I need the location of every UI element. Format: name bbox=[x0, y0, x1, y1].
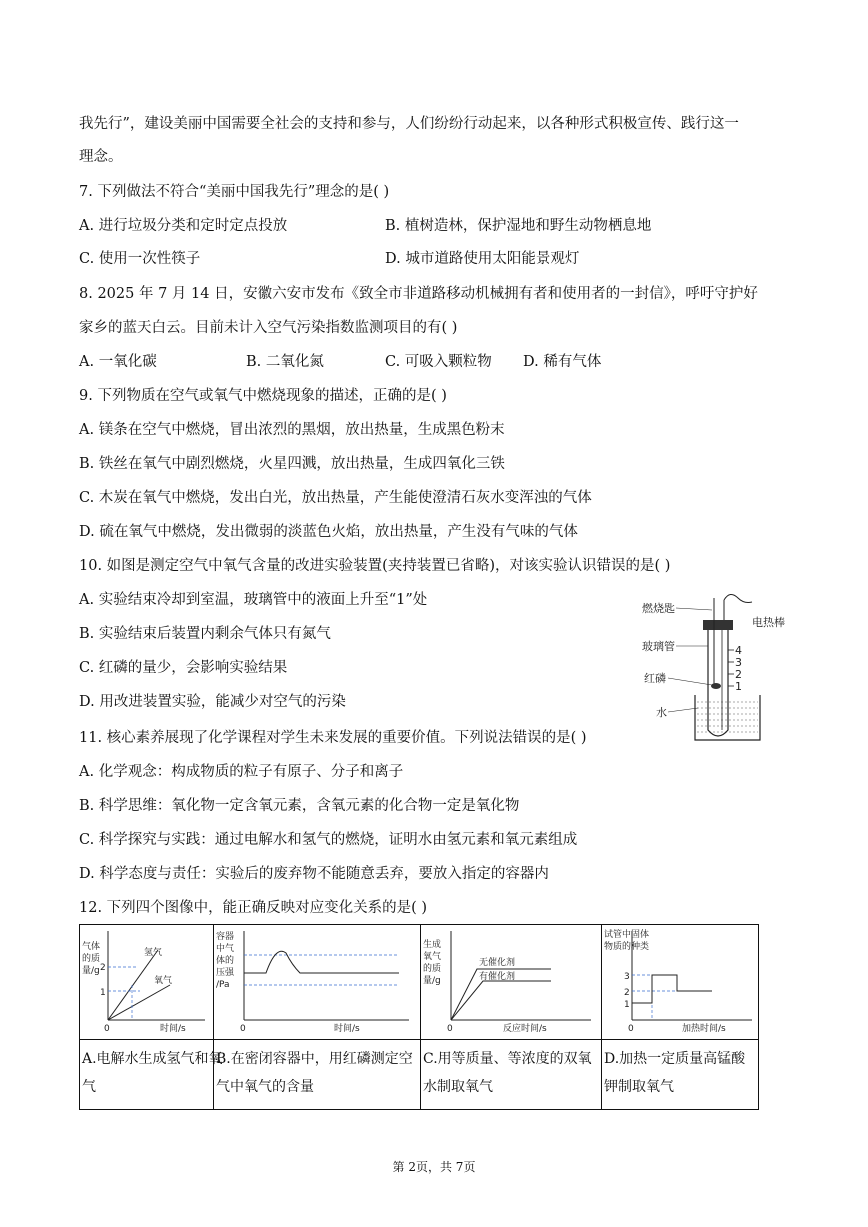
graph-a-ylabel-3: 量/g bbox=[82, 966, 100, 976]
graph-d-ytick-1: 1 bbox=[624, 1000, 630, 1010]
mark-4: 4 bbox=[735, 644, 742, 657]
graph-b-ylabel-2: 中气 bbox=[216, 944, 235, 954]
q9-option-b: B. 铁丝在氧气中剧烈燃烧，火星四溅，放出热量，生成四氧化三铁 bbox=[79, 456, 505, 472]
page-footer: 第 2页，共 7页 bbox=[392, 1160, 476, 1174]
graph-b bbox=[214, 925, 421, 1039]
q7-option-b: B. 植树造林，保护湿地和野生动物栖息地 bbox=[385, 218, 652, 234]
graph-c-origin: 0 bbox=[447, 1024, 453, 1034]
graph-c-ylabel-4: 量/g bbox=[423, 976, 441, 986]
q7-stem: 7. 下列做法不符合“美丽中国我先行”理念的是( ) bbox=[79, 184, 390, 200]
q10-option-a: A. 实验结束冷却到室温，玻璃管中的液面上升至“1”处 bbox=[79, 592, 428, 608]
q10-stem: 10. 如图是测定空气中氧气含量的改进实验装置(夹持装置已省略)，对该实验认识错误的是( ) bbox=[79, 558, 671, 574]
q11-option-a: A. 化学观念：构成物质的粒子有原子、分子和离子 bbox=[79, 764, 404, 780]
graph-c-series-catalyst: 有催化剂 bbox=[479, 972, 516, 982]
q8-option-d: D. 稀有气体 bbox=[523, 354, 602, 370]
q9-option-a: A. 镁条在空气中燃烧，冒出浓烈的黑烟，放出热量，生成黑色粉末 bbox=[79, 422, 505, 438]
graph-a-ytick-2: 2 bbox=[100, 963, 106, 973]
q9-option-d: D. 硫在氧气中燃烧，发出微弱的淡蓝色火焰，放出热量，产生没有气味的气体 bbox=[79, 524, 578, 540]
mark-2: 2 bbox=[735, 668, 742, 681]
graph-a-series-oxygen: 氧气 bbox=[154, 976, 173, 986]
graph-c-ylabel-1: 生成 bbox=[423, 940, 442, 950]
q11-stem: 11. 核心素养展现了化学课程对学生未来发展的重要价值。下列说法错误的是( ) bbox=[79, 730, 587, 746]
graph-c-ylabel-3: 的质 bbox=[423, 964, 442, 974]
q8-stem-2: 家乡的蓝天白云。目前未计入空气污染指数监测项目的有( ) bbox=[79, 320, 458, 336]
q10-option-b: B. 实验结束后装置内剩余气体只有氮气 bbox=[79, 626, 331, 642]
q7-option-a: A. 进行垃圾分类和定时定点投放 bbox=[79, 218, 288, 234]
graph-a-ytick-1: 1 bbox=[100, 988, 106, 998]
graph-a-origin: 0 bbox=[104, 1024, 110, 1034]
q10-option-d: D. 用改进装置实验，能减少对空气的污染 bbox=[79, 694, 346, 710]
label-tube: 玻璃管 bbox=[642, 640, 675, 653]
graph-cell-c bbox=[421, 925, 602, 1109]
graph-c-xlabel: 反应时间/s bbox=[503, 1024, 547, 1034]
graph-d-ylabel-2: 物质的种类 bbox=[604, 942, 650, 952]
q12-stem: 12. 下列四个图像中，能正确反映对应变化关系的是( ) bbox=[79, 900, 428, 916]
graph-b-ylabel-5: /Pa bbox=[216, 980, 230, 990]
graph-d-ytick-2: 2 bbox=[624, 988, 630, 998]
graph-d-caption: D.加热一定质量高锰酸钾制取氧气 bbox=[604, 1051, 746, 1095]
q11-option-c: C. 科学探究与实践：通过电解水和氢气的燃烧，证明水由氢元素和氧元素组成 bbox=[79, 832, 578, 848]
graph-a-caption: A.电解水生成氢气和氧气 bbox=[82, 1051, 223, 1095]
graph-c-ylabel-2: 氧气 bbox=[423, 952, 442, 962]
graph-a-ylabel-1: 气体 bbox=[82, 942, 101, 952]
graph-d bbox=[602, 925, 758, 1039]
q8-stem-1: 8. 2025 年 7 月 14 日，安徽六安市发布《致全市非道路移动机械拥有者和使用者的一封信》，呼吁守护好 bbox=[79, 286, 758, 302]
graph-a-xlabel: 时间/s bbox=[160, 1024, 186, 1034]
q9-stem: 9. 下列物质在空气或氧气中燃烧现象的描述，正确的是( ) bbox=[79, 388, 447, 404]
graph-c bbox=[421, 925, 602, 1039]
q7-option-d: D. 城市道路使用太阳能景观灯 bbox=[385, 251, 580, 267]
graph-cell-d bbox=[602, 925, 758, 1109]
graph-a bbox=[80, 925, 214, 1039]
graph-b-ylabel-3: 体的 bbox=[216, 956, 235, 966]
graph-cell-b bbox=[214, 925, 421, 1109]
q8-option-b: B. 二氧化氮 bbox=[246, 354, 324, 370]
mark-3: 3 bbox=[735, 656, 742, 669]
label-phosphorus: 红磷 bbox=[644, 672, 666, 685]
q8-option-a: A. 一氧化碳 bbox=[79, 354, 157, 370]
mark-1: 1 bbox=[735, 680, 742, 693]
graph-table bbox=[79, 924, 759, 1110]
graph-d-ytick-3: 3 bbox=[624, 972, 630, 982]
oxygen-measurement-apparatus bbox=[640, 590, 800, 750]
intro-line-1: 我先行”，建设美丽中国需要全社会的支持和参与，人们纷纷行动起来，以各种形式积极宣传、践行这一 bbox=[79, 116, 739, 132]
intro-line-2: 理念。 bbox=[79, 149, 123, 165]
graph-a-series-hydrogen: 氢气 bbox=[144, 948, 163, 958]
graph-b-xlabel: 时间/s bbox=[334, 1024, 360, 1034]
graph-c-series-no-catalyst: 无催化剂 bbox=[479, 958, 516, 968]
q11-option-b: B. 科学思维：氧化物一定含氧元素，含氧元素的化合物一定是氧化物 bbox=[79, 798, 520, 814]
q7-option-c: C. 使用一次性筷子 bbox=[79, 251, 201, 267]
q10-option-c: C. 红磷的量少，会影响实验结果 bbox=[79, 660, 288, 676]
graph-b-caption: B.在密闭容器中，用红磷测定空气中氧气的含量 bbox=[216, 1051, 413, 1095]
label-rod: 电热棒 bbox=[752, 616, 785, 629]
graph-b-origin: 0 bbox=[240, 1024, 246, 1034]
graph-d-xlabel: 加热时间/s bbox=[682, 1024, 726, 1034]
graph-a-ylabel-2: 的质 bbox=[82, 954, 101, 964]
q8-option-c: C. 可吸入颗粒物 bbox=[385, 354, 492, 370]
graph-c-caption: C.用等质量、等浓度的双氧水制取氧气 bbox=[423, 1051, 592, 1095]
q11-option-d: D. 科学态度与责任：实验后的废弃物不能随意丢弃，要放入指定的容器内 bbox=[79, 866, 549, 882]
q9-option-c: C. 木炭在氧气中燃烧，发出白光，放出热量，产生能使澄清石灰水变浑浊的气体 bbox=[79, 490, 592, 506]
label-stopper: 燃烧匙 bbox=[642, 602, 675, 615]
graph-d-ylabel-1: 试管中固体 bbox=[604, 930, 650, 940]
graph-d-origin: 0 bbox=[628, 1024, 634, 1034]
label-water: 水 bbox=[656, 706, 667, 719]
graph-b-ylabel-4: 压强 bbox=[216, 968, 235, 978]
graph-b-ylabel-1: 容器 bbox=[216, 932, 235, 942]
